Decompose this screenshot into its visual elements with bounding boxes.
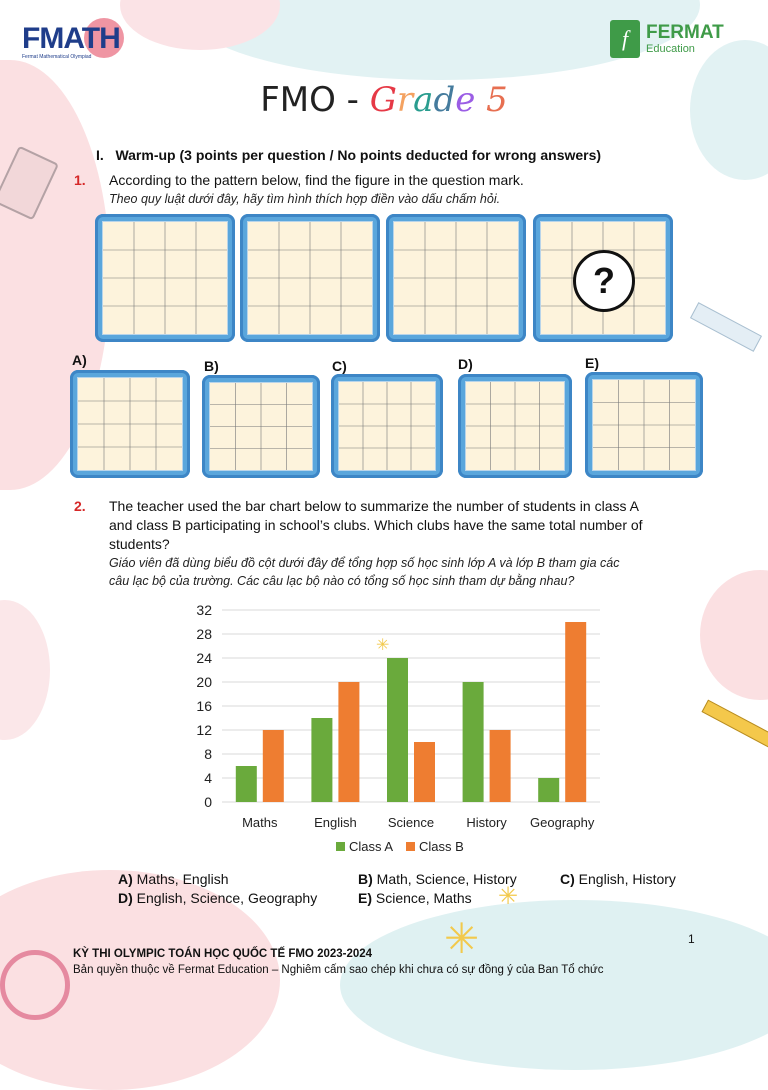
grid-area <box>77 377 183 471</box>
y-tick-label: 8 <box>204 746 212 762</box>
answer-a[interactable] <box>118 871 229 887</box>
y-tick-label: 4 <box>204 770 212 786</box>
section-title <box>96 146 601 165</box>
answer-c-text: English, History <box>574 871 676 887</box>
bar-class-a <box>387 658 408 802</box>
pattern-grid-2 <box>240 214 380 342</box>
grid-lines <box>466 382 564 470</box>
legend-swatch <box>336 842 345 851</box>
fermat-logo-sub: Education <box>646 43 695 55</box>
answer-c-letter: C) <box>560 871 575 887</box>
answer-a-letter: A) <box>118 871 133 887</box>
option-a-grid[interactable] <box>70 370 190 478</box>
grid-lines <box>78 378 182 470</box>
grid-area <box>465 381 565 471</box>
bar-class-b <box>565 622 586 802</box>
grid-lines <box>593 380 695 470</box>
option-e-label: E) <box>585 355 599 371</box>
bg-blob-pink-left-mid <box>0 600 50 740</box>
pattern-grid-3 <box>386 214 526 342</box>
grid-area <box>592 379 696 471</box>
fmo-logo-text: FMATH <box>22 22 120 55</box>
fermat-logo <box>610 18 750 60</box>
fmo-logo <box>22 22 132 72</box>
footer-copyright: Bản quyền thuộc về Fermat Education – Nghiêm cấm sao chép khi chưa có sự đồng ý của Ban Tổ chức <box>73 964 604 976</box>
option-b-grid[interactable] <box>202 375 320 478</box>
q2-text-vi-line2: câu lạc bộ của trường. Các câu lạc bộ nào có tổng số học sinh tham dự bằng nhau? <box>109 574 575 588</box>
answer-c[interactable] <box>560 871 676 887</box>
answer-a-text: Maths, English <box>132 871 229 887</box>
grid-area <box>247 221 373 335</box>
bar-class-b <box>490 730 511 802</box>
q2-text-line3: students? <box>109 536 170 552</box>
fmo-logo-subtitle: Fermat Mathematical Olympiad <box>22 54 92 60</box>
bar-class-a <box>236 766 257 802</box>
bar-class-a <box>538 778 559 802</box>
pattern-grid-4 <box>533 214 673 342</box>
section-label: Warm-up (3 points per question / No points deducted for wrong answers) <box>115 147 602 163</box>
fermat-logo-name: FERMAT <box>646 22 724 43</box>
answer-b-text: Math, Science, History <box>372 871 517 887</box>
sparkle-icon: ✳ <box>498 883 519 910</box>
grid-lines <box>210 383 312 470</box>
page-title-grade: Grade 5 <box>369 80 508 120</box>
option-b-label: B) <box>204 358 219 374</box>
y-tick-label: 0 <box>204 794 212 810</box>
legend-swatch <box>406 842 415 851</box>
q2-text-vi-line1: Giáo viên đã dùng biểu đồ cột dưới đây để tổng hợp số học sinh lớp A và lớp B tham gia các <box>109 556 620 570</box>
option-a-label: A) <box>72 352 87 368</box>
bar-chart <box>180 598 620 860</box>
q1-text: According to the pattern below, find the figure in the question mark. <box>109 172 524 188</box>
grid-lines <box>248 222 372 334</box>
grid-lines <box>103 222 227 334</box>
x-tick-label: Geography <box>530 815 595 830</box>
bg-blob-pink-right <box>700 570 768 700</box>
scissors-icon <box>0 950 70 1020</box>
option-d-grid[interactable] <box>458 374 572 478</box>
grid-lines <box>394 222 518 334</box>
footer-title: KỲ THI OLYMPIC TOÁN HỌC QUỐC TẾ FMO 2023-2024 <box>73 948 373 960</box>
y-tick-label: 20 <box>196 674 212 690</box>
answer-d-text: English, Science, Geography <box>132 890 318 906</box>
ruler-icon <box>690 302 762 352</box>
page-number: 1 <box>688 932 695 946</box>
option-e-grid[interactable] <box>585 372 703 478</box>
q1-text-vi: Theo quy luật dưới đây, hãy tìm hình thích hợp điền vào dấu chấm hỏi. <box>109 192 501 206</box>
q1-number: 1. <box>74 172 86 188</box>
grid-area <box>393 221 519 335</box>
grid-area <box>338 381 436 471</box>
bar-class-b <box>414 742 435 802</box>
x-tick-label: Maths <box>242 815 278 830</box>
y-tick-label: 24 <box>196 650 212 666</box>
y-tick-label: 28 <box>196 626 212 642</box>
legend-label: Class B <box>419 839 464 854</box>
grid-lines <box>339 382 435 470</box>
bar-class-a <box>311 718 332 802</box>
sparkle-icon: ✳ <box>376 637 390 654</box>
grid-area <box>209 382 313 471</box>
y-tick-label: 32 <box>196 602 212 618</box>
y-tick-label: 16 <box>196 698 212 714</box>
q2-text-line2: and class B participating in school’s clubs. Which clubs have the same total number of <box>109 517 643 533</box>
page-title <box>0 80 768 120</box>
pencil-icon <box>702 700 768 751</box>
answer-e[interactable] <box>358 890 472 906</box>
answer-e-letter: E) <box>358 890 372 906</box>
grid-area <box>102 221 228 335</box>
bar-class-b <box>263 730 284 802</box>
sparkle-icon: ✳ <box>444 915 480 962</box>
x-tick-label: Science <box>387 815 435 830</box>
x-tick-label: History <box>466 815 507 830</box>
legend-label: Class A <box>349 839 394 854</box>
answer-d-letter: D) <box>118 890 133 906</box>
option-c-label: C) <box>332 358 347 374</box>
option-d-label: D) <box>458 356 473 372</box>
y-tick-label: 12 <box>196 722 212 738</box>
section-number: I. <box>96 147 104 163</box>
question-bubble-icon: ? <box>573 250 635 312</box>
answer-b[interactable] <box>358 871 517 887</box>
answer-e-text: Science, Maths <box>372 890 472 906</box>
book-icon: f <box>610 20 640 58</box>
bar-class-a <box>463 682 484 802</box>
page-title-prefix: FMO - <box>260 80 370 120</box>
x-tick-label: English <box>314 815 357 830</box>
answer-d[interactable] <box>118 890 317 906</box>
answer-b-letter: B) <box>358 871 373 887</box>
bar-class-b <box>338 682 359 802</box>
q2-text-line1: The teacher used the bar chart below to summarize the number of students in class A <box>109 498 639 514</box>
pattern-grid-1 <box>95 214 235 342</box>
bg-blob-teal-bottom <box>340 900 768 1070</box>
option-c-grid[interactable] <box>331 374 443 478</box>
q2-number: 2. <box>74 498 86 514</box>
